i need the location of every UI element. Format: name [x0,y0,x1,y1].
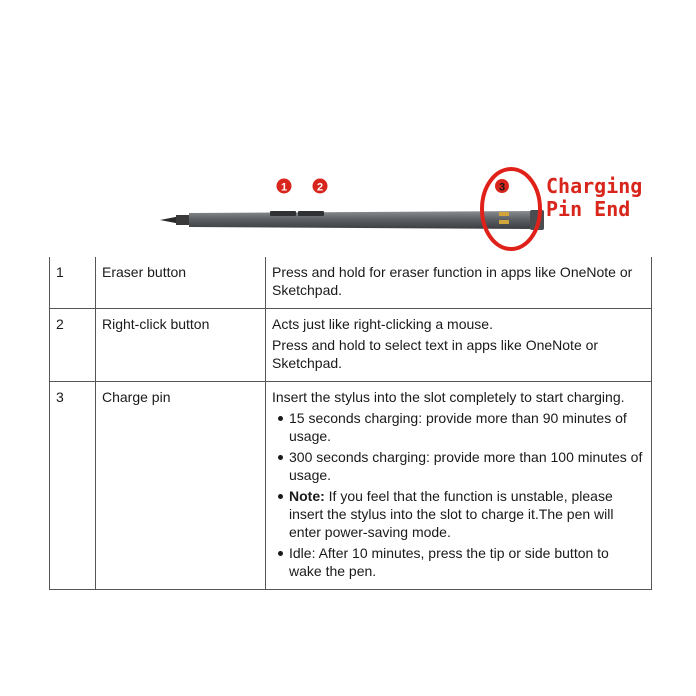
table-row [50,257,652,309]
table-row [50,309,652,382]
description-paragraph: Press and hold to select text in apps like OneNote or Sketchpad. [272,337,599,371]
stylus-tip-collar [176,215,190,225]
row-number: 3 [50,382,96,590]
note-text: If you feel that the function is unstable, please insert the stylus into the slot to charge it.The pen will enter power-saving mode. [289,488,614,540]
description-paragraph: Acts just like right-clicking a mouse. [272,316,493,332]
row-number: 1 [50,257,96,309]
part-description [266,309,652,382]
part-name: Eraser button [96,257,266,309]
part-description [266,257,652,309]
callout-line-2: Pin End [546,197,631,221]
list-item: Idle: After 10 minutes, press the tip or side button to wake the pen. [272,544,645,580]
callout-line-1: Charging [546,174,643,198]
description-paragraph: Press and hold for eraser function in apps like OneNote or Sketchpad. [272,264,633,298]
stylus-illustration [0,160,696,260]
eraser-button [270,211,296,216]
note-label: Note: [289,488,325,504]
marker-3-label: 3 [498,181,506,194]
marker-1-label: 1 [280,181,288,194]
charging-pin-callout [546,175,642,221]
charging-pin-highlight-circle [482,169,540,249]
part-name: Charge pin [96,382,266,590]
marker-2-label: 2 [316,181,324,194]
list-item: 300 seconds charging: provide more than 100 minutes of usage. [272,448,645,484]
part-description [266,382,652,590]
row-number: 2 [50,309,96,382]
charge-pin-contact [499,212,509,216]
stylus-tip [160,217,178,224]
right-click-button [298,211,324,216]
charge-pin-contact [499,220,509,224]
list-item: 15 seconds charging: provide more than 90 minutes of usage. [272,409,645,445]
stylus-parts-table [49,257,652,590]
table-row [50,382,652,590]
description-paragraph: Insert the stylus into the slot completely to start charging. [272,389,625,405]
part-name: Right-click button [96,309,266,382]
charging-bullet-list [272,409,645,580]
list-item-note [272,487,645,541]
